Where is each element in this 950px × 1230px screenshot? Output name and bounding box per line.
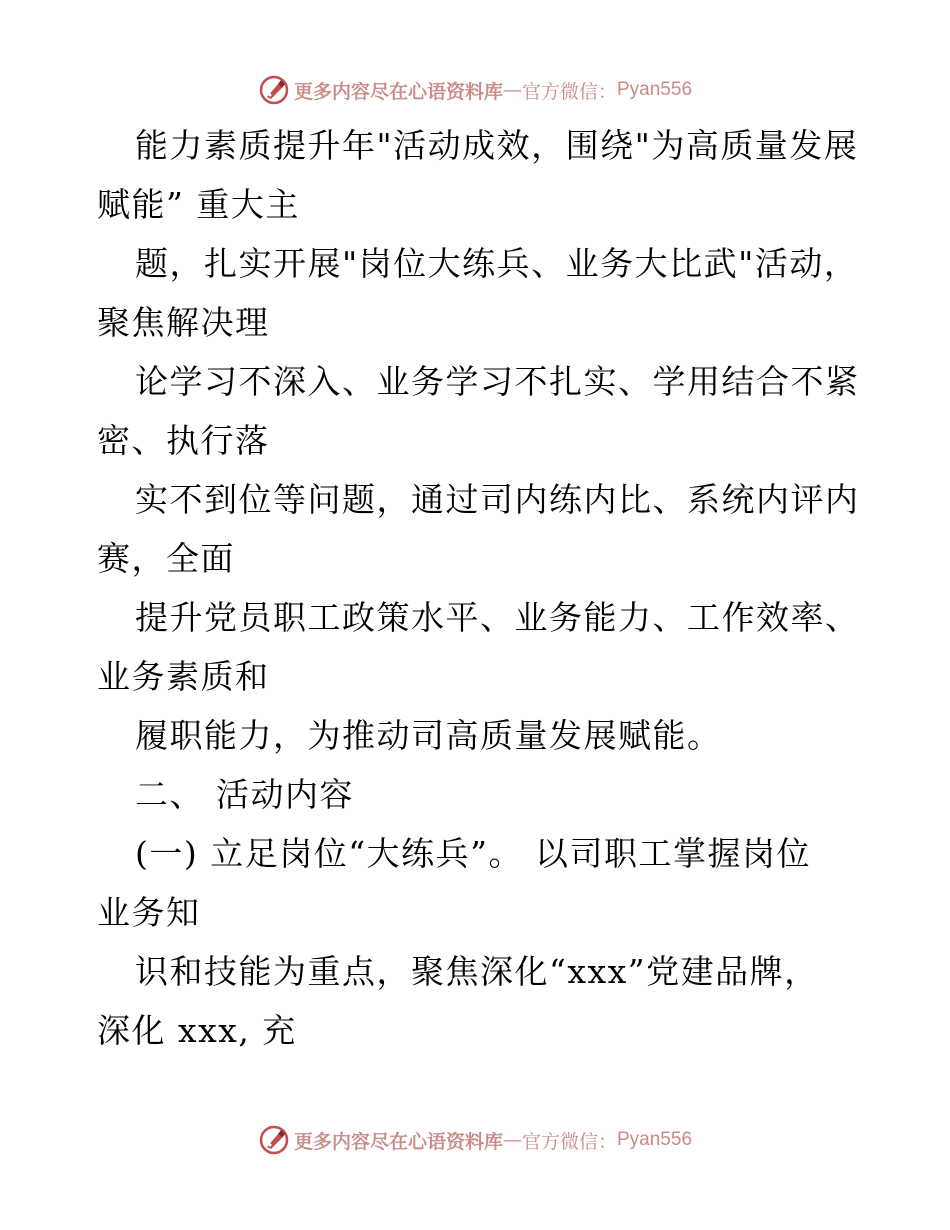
body-line: 业务知 xyxy=(97,893,201,932)
subsection-heading: (一) 立足岗位“大练兵”。 以司职工掌握岗位 xyxy=(135,834,811,873)
body-line: 密、执行落 xyxy=(97,421,270,460)
footer-watermark-banner xyxy=(0,1122,950,1158)
banner-wechat-id: Pyan556 xyxy=(617,79,693,100)
body-line: 赛，全面 xyxy=(97,539,235,578)
body-line: 能力素质提升年"活动成效，围绕"为高质量发展 xyxy=(135,126,859,165)
banner-dash: — xyxy=(502,79,522,101)
body-line: 深化 xxx, 充 xyxy=(97,1011,297,1050)
section-heading: 二、 活动内容 xyxy=(135,775,354,814)
body-line: 履职能力，为推动司高质量发展赋能。 xyxy=(135,716,722,755)
banner-wechat-label: 官方微信： xyxy=(521,1130,617,1153)
banner-site-text: 更多内容尽在心语资料库 xyxy=(293,80,503,103)
body-line: 实不到位等问题，通过司内练内比、系统内评内 xyxy=(135,480,860,519)
banner-site-text: 更多内容尽在心语资料库 xyxy=(293,1130,503,1153)
body-line: 论学习不深入、业务学习不扎实、学用结合不紧 xyxy=(135,362,860,401)
banner-wechat-label: 官方微信： xyxy=(521,80,617,103)
body-line: 题，扎实开展"岗位大练兵、业务大比武"活动， xyxy=(135,244,859,283)
header-watermark-banner xyxy=(0,72,950,108)
banner-dash: — xyxy=(502,1129,522,1151)
body-line: 提升党员职工政策水平、业务能力、工作效率、 xyxy=(135,598,860,637)
body-line: 业务素质和 xyxy=(97,657,270,696)
banner-wechat-id: Pyan556 xyxy=(617,1129,693,1150)
pen-nib-logo-icon xyxy=(258,74,290,106)
pen-nib-logo-icon xyxy=(258,1124,290,1156)
document-body xyxy=(97,116,867,1060)
body-line: 识和技能为重点，聚焦深化“xxx”党建品牌， xyxy=(135,952,819,991)
body-line: 赋能” 重大主 xyxy=(97,185,300,224)
body-line: 聚焦解决理 xyxy=(97,303,270,342)
